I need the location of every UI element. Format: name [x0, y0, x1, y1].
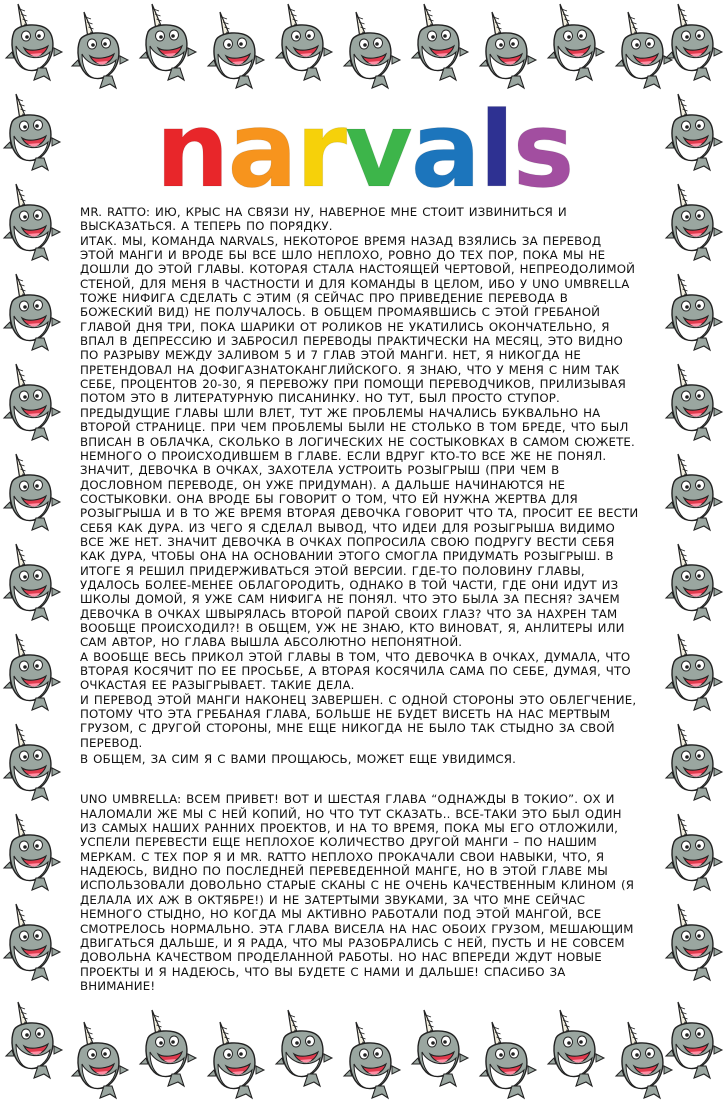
- narwhal-border-icon: [546, 1008, 608, 1088]
- narwhal-border-icon: [2, 272, 64, 352]
- narwhal-border-icon: [70, 10, 132, 90]
- narwhal-border-icon: [2, 182, 64, 262]
- translator-notes: [80, 205, 640, 993]
- narwhal-border-icon: [664, 1000, 726, 1080]
- narvals-logo: [104, 89, 624, 211]
- narwhal-border-icon: [664, 2, 726, 82]
- note-paragraph: MR. RATTO: ИЮ, КРЫС НА СВЯЗИ НУ, НАВЕРНОЕ МНЕ СТОИТ ИЗВИНИТЬСЯ И ВЫСКАЗАТЬСЯ. А ТЕПЕРЬ ПО ПОРЯДКУ.: [80, 205, 567, 234]
- narwhal-border-icon: [4, 1000, 66, 1080]
- narwhal-border-icon: [664, 92, 726, 172]
- narwhal-border-icon: [664, 812, 726, 892]
- note-paragraph: НЕМНОГО О ПРОИСХОДИВШЕМ В ГЛАВЕ. ЕСЛИ ВДРУГ КТО-ТО ВСЕ ЖЕ НЕ ПОНЯЛ. ЗНАЧИТ, ДЕВОЧКА В ОЧКАХ, ЗАХОТЕЛА УСТРОИТЬ РОЗЫГРЫШ (ПРИ ЧЕМ В ДОСЛОВНОМ ПЕРЕВОДЕ, ОН УЖЕ ПРИДУМАН). А ДАЛЬШЕ НАЧИНАЮТСЯ НЕ СОСТЫКОВКИ. ОНА ВРОДЕ БЫ ГОВОРИТ О ТОМ, ЧТО ЕЙ НУЖНА ЖЕРТВА ДЛЯ РОЗЫГРЫША И В ТО ЖЕ ВРЕМЯ ВТОРАЯ ДЕВОЧКА ГОВОРИТ ЧТО ТА, ПРОСИТ ЕЕ ВЕСТИ СЕБЯ КАК ДУРА. ИЗ ЧЕГО Я СДЕЛАЛ ВЫВОД, ЧТО ИДЕИ ДЛЯ РОЗЫГРЫША ВИДИМО ВСЕ ЖЕ НЕТ. ЗНАЧИТ ДЕВОЧКА В ОЧКАХ ПОПРОСИЛА СВОЮ ПОДРУГУ ВЕСТИ СЕБЯ КАК ДУРА, ЧТОБЫ ОНА НА ОСНОВАНИИ ЭТОГО СМОГЛА ПРИДУМАТЬ РОЗЫГРЫШ. В ИТОГЕ Я РЕШИЛ ПРИДЕРЖИВАТЬСЯ ЭТОЙ ВЕРСИИ. ГДЕ-ТО ПОЛОВИНУ ГЛАВЫ, УДАЛОСЬ БОЛЕЕ-МЕНЕЕ ОБЛАГОРОДИТЬ, ОДНАКО В ТОЙ ЧАСТИ, ГДЕ ОНИ ИДУТ ИЗ ШКОЛЫ ДОМОЙ, Я УЖЕ САМ НИФИГА НЕ ПОНЯЛ. ЧТО ЭТО БЫЛА ЗА ПЕСНЯ? ЗАЧЕМ ДЕВОЧКА В ОЧКАХ ШВЫРЯЛАСЬ ВТОРОЙ ПАРОЙ СВОИХ ГЛАЗ? ЧТО ЗА НАХРЕН ТАМ ВООБЩЕ ПРОИСХОДИЛ?! В ОБЩЕМ, УЖ НЕ ЗНАЮ, КТО ВИНОВАТ, Я, АНЛИТЕРЫ ИЛИ САМ АВТОР, НО ГЛАВА ВЫШЛА АБСОЛЮТНО НЕПОНЯТНОЙ.: [80, 448, 639, 650]
- narwhal-border-icon: [342, 10, 404, 90]
- narwhal-border-icon: [274, 2, 336, 82]
- narwhal-border-icon: [664, 902, 726, 982]
- narwhal-border-icon: [664, 632, 726, 712]
- narwhal-border-icon: [2, 812, 64, 892]
- narwhal-border-icon: [274, 1008, 336, 1088]
- narwhal-border-icon: [664, 722, 726, 802]
- logo-letter: s: [512, 89, 573, 211]
- narwhal-border-icon: [206, 10, 268, 90]
- narwhal-border-icon: [138, 2, 200, 82]
- narwhal-border-icon: [2, 902, 64, 982]
- narwhal-border-icon: [546, 2, 608, 82]
- narwhal-border-icon: [664, 272, 726, 352]
- narwhal-border-icon: [342, 1020, 404, 1100]
- narwhal-border-icon: [664, 452, 726, 532]
- narwhal-border-icon: [410, 2, 472, 82]
- note-paragraph: В ОБЩЕМ, ЗА СИМ Я С ВАМИ ПРОЩАЮСЬ, МОЖЕТ ЕЩЕ УВИДИМСЯ.: [80, 752, 517, 767]
- narwhal-border-icon: [664, 182, 726, 262]
- narwhal-border-icon: [2, 362, 64, 442]
- logo-letter: r: [295, 89, 345, 211]
- narwhal-border-icon: [138, 1008, 200, 1088]
- narwhal-border-icon: [2, 542, 64, 622]
- narwhal-border-icon: [2, 632, 64, 712]
- narwhal-border-icon: [478, 1020, 540, 1100]
- narwhal-border-icon: [664, 542, 726, 622]
- narwhal-border-icon: [410, 1008, 472, 1088]
- note-paragraph: И ПЕРЕВОД ЭТОЙ МАНГИ НАКОНЕЦ ЗАВЕРШЕН. С ОДНОЙ СТОРОНЫ ЭТО ОБЛЕГЧЕНИЕ, ПОТОМУ ЧТО ЭТА ГРЕБАНАЯ ГЛАВА, БОЛЬШЕ НЕ БУДЕТ ВИСЕТЬ НА НАС МЕРТВЫМ ГРУЗОМ, С ДРУГОЙ СТОРОНЫ, МНЕ ЕЩЕ НИКОГДА НЕ БЫЛО ТАК СТЫДНО ЗА СВОЙ ПЕРЕВОД.: [80, 692, 637, 750]
- note-paragraph: А ВООБЩЕ ВЕСЬ ПРИКОЛ ЭТОЙ ГЛАВЫ В ТОМ, ЧТО ДЕВОЧКА В ОЧКАХ, ДУМАЛА, ЧТО ВТОРАЯ КОСЯЧИТ ПО ЕЕ ПРОСЬБЕ, А ВТОРАЯ КОСЯЧИЛА САМА ПО СЕБЕ, ДУМАЯ, ЧТО ОЧКАСТАЯ ЕЕ РАЗЫГРЫВАЕТ. ТАКИЕ ДЕЛА.: [80, 649, 631, 693]
- note-paragraph: UNO UMBRELLA: ВСЕМ ПРИВЕТ! ВОТ И ШЕСТАЯ ГЛАВА “ОДНАЖДЫ В ТОКИО”. ОХ И НАЛОМАЛИ ЖЕ МЫ С НЕЙ КОПИЙ, НО ЧТО ТУТ СКАЗАТЬ.. ВСЕ-ТАКИ ЭТО БЫЛ ОДИН ИЗ САМЫХ НАШИХ РАННИХ ПРОЕКТОВ, И НА ТО ВРЕМЯ, ПОКА МЫ ЕГО ОТЛОЖИЛИ, УСПЕЛИ ПЕРЕВЕСТИ ЕЩЕ НЕПЛОХОЕ КОЛИЧЕСТВО ДРУГОЙ МАНГИ – ПО НАШИМ МЕРКАМ. С ТЕХ ПОР Я И MR. RATTO НЕПЛОХО ПРОКАЧАЛИ СВОИ НАВЫКИ, ЧТО, Я НАДЕЮСЬ, ВИДНО ПО ПОСЛЕДНЕЙ ПЕРЕВЕДЕННОЙ МАНГЕ, НО В ЭТОЙ ГЛАВЕ МЫ ИСПОЛЬЗОВАЛИ ДОВОЛЬНО СТАРЫЕ СКАНЫ С НЕ ОЧЕНЬ КАЧЕСТВЕННЫМ КЛИНОМ (Я ДЕЛАЛА ИХ АЖ В ОКТЯБРЕ!) И НЕ ЗАТЕРТЫМИ ЗВУКАМИ, ЗА ЧТО МНЕ СЕЙЧАС НЕМНОГО СТЫДНО, НО КОГДА МЫ АКТИВНО РАБОТАЛИ ПОД ЭТОЙ МАНГОЙ, ВСЕ СМОТРЕЛОСЬ НОРМАЛЬНО. ЭТА ГЛАВА ВИСЕЛА НА НАС ОБОИХ ГРУЗОМ, МЕШАЮЩИМ ДВИГАТЬСЯ ДАЛЬШЕ, И Я РАДА, ЧТО МЫ РАЗОБРАЛИСЬ С НЕЙ, ПУСТЬ И НЕ СОВСЕМ ДОВОЛЬНА КАЧЕСТВОМ ПРОДЕЛАННОЙ РАБОТЫ. НО НАС ВПЕРЕДИ ЖДУТ НОВЫЕ ПРОЕКТЫ И Я НАДЕЮСЬ, ЧТО ВЫ БУДЕТЕ С НАМИ И ДАЛЬШЕ! СПАСИБО ЗА ВНИМАНИЕ!: [80, 792, 635, 993]
- narwhal-border-icon: [2, 452, 64, 532]
- narwhal-border-icon: [664, 362, 726, 442]
- narwhal-border-icon: [206, 1020, 268, 1100]
- narwhal-border-icon: [478, 10, 540, 90]
- narwhal-border-icon: [2, 722, 64, 802]
- logo-letter: l: [478, 89, 513, 211]
- logo-letter: a: [227, 89, 296, 211]
- logo-letter: a: [410, 89, 479, 211]
- logo-letter: n: [155, 89, 228, 211]
- narwhal-border-icon: [4, 2, 66, 82]
- narwhal-border-icon: [2, 92, 64, 172]
- logo-letter: v: [344, 89, 411, 211]
- narwhal-border-icon: [70, 1020, 132, 1100]
- note-paragraph: ИТАК. МЫ, КОМАНДА NARVALS, НЕКОТОРОЕ ВРЕМЯ НАЗАД ВЗЯЛИСЬ ЗА ПЕРЕВОД ЭТОЙ МАНГИ И ВРОДЕ БЫ ВСЕ ШЛО НЕПЛОХО, РОВНО ДО ТЕХ ПОР, ПОКА МЫ НЕ ДОШЛИ ДО ЭТОЙ ГЛАВЫ. КОТОРАЯ СТАЛА НАСТОЯЩЕЙ ЧЕРТОВОЙ, НЕПРЕОДОЛИМОЙ СТЕНОЙ, ДЛЯ МЕНЯ В ЧАСТНОСТИ И ДЛЯ КОМАНДЫ В ЦЕЛОМ, ИБО У UNO UMBRELLA ТОЖЕ НИФИГА СДЕЛАТЬ С ЭТИМ (Я СЕЙЧАС ПРО ПРИВЕДЕНИЕ ПЕРЕВОДА В БОЖЕСКИЙ ВИД) НЕ ПОЛУЧАЛОСЬ. В ОБЩЕМ ПРОМАЯВШИСЬ С ЭТОЙ ГРЕБАНОЙ ГЛАВОЙ ДНЯ ТРИ, ПОКА ШАРИКИ ОТ РОЛИКОВ НЕ УКАТИЛИСЬ ОКОНЧАТЕЛЬНО, Я ВПАЛ В ДЕПРЕССИЮ И ЗАБРОСИЛ ПЕРЕВОДЫ ПРАКТИЧЕСКИ НА МЕСЯЦ, ЭТО ВИДНО ПО РАЗРЫВУ МЕЖДУ ЗАЛИВОМ 5 И 7 ГЛАВ ЭТОЙ МАНГИ. НЕТ, Я НИКОГДА НЕ ПРЕТЕНДОВАЛ НА ДОФИГАЗНАТОКАНГЛИЙСКОГО. Я ЗНАЮ, ЧТО У МЕНЯ С НИМ ТАК СЕБЕ, ПРОЦЕНТОВ 20-30, Я ПЕРЕВОЖУ ПРИ ПОМОЩИ ПЕРЕВОДЧИКОВ, ПРИЛИЗЫВАЯ ПОТОМ ЭТО В ЛИТЕРАТУРНУЮ ПИСАНИНКУ. НО ТУТ, БЫЛ ПРОСТО СТУПОР. ПРЕДЫДУЩИЕ ГЛАВЫ ШЛИ ВЛЕТ, ТУТ ЖЕ ПРОБЛЕМЫ НАЧАЛИСЬ БУКВАЛЬНО НА ВТОРОЙ СТРАНИЦЕ. ПРИ ЧЕМ ПРОБЛЕМЫ БЫЛИ НЕ СТОЛЬКО В ТОМ БРЕДЕ, ЧТО БЫЛ ВПИСАН В ОБЛАЧКА, СКОЛЬКО В ЛОГИЧЕСКИХ НЕ СОСТЫКОВКАХ В САМОМ СЮЖЕТЕ.: [80, 233, 636, 449]
